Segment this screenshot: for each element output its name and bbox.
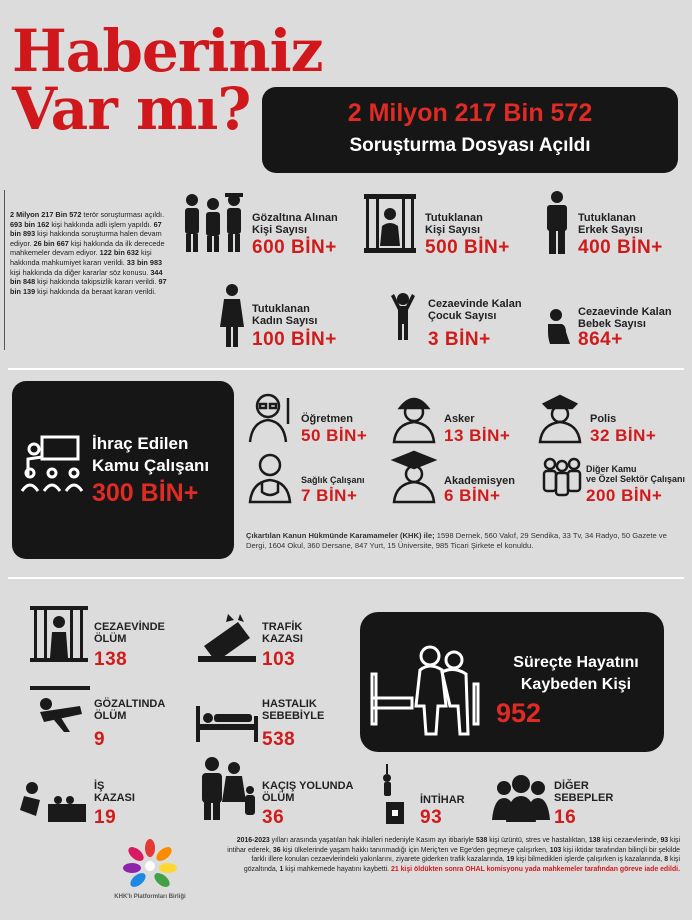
headline-box-subtitle: Soruşturma Dosyası Açıldı bbox=[349, 135, 591, 156]
stat-babies-value: 864+ bbox=[578, 329, 623, 350]
man-icon bbox=[544, 190, 570, 256]
prof-teacher-label: Öğretmen bbox=[301, 413, 353, 425]
teacher-icon bbox=[246, 390, 294, 444]
platform-logo bbox=[118, 838, 182, 894]
prof-other-value: 200 BİN+ bbox=[586, 486, 663, 505]
death-work-value: 19 bbox=[94, 807, 117, 828]
summary-p7: kişi hakkında takipsizlik kararı verildi. bbox=[35, 277, 159, 287]
stat-men-value: 400 BİN+ bbox=[578, 237, 663, 258]
police-icon bbox=[536, 390, 584, 444]
summary-p8-bold: 97 bin 139 bbox=[10, 277, 167, 296]
group-icon bbox=[492, 774, 550, 822]
section-divider-2 bbox=[8, 577, 684, 579]
summary-p6: kişi hakkında da diğer kararlar söz konusu. bbox=[10, 267, 151, 277]
khk-note-bold: Çıkartılan Kanun Hükmünde Karamameler (KHK) ile; bbox=[246, 531, 435, 540]
stat-detained-value: 600 BİN+ bbox=[252, 237, 337, 258]
death-work-label: İŞ KAZASI bbox=[94, 780, 135, 804]
prof-academic-value: 6 BİN+ bbox=[444, 486, 501, 505]
summary-p2-bold: 693 bin 162 bbox=[10, 219, 50, 229]
death-other-label: DİĞER SEBEPLER bbox=[554, 780, 614, 804]
child-icon bbox=[388, 292, 418, 342]
headline-line2: Var mı? bbox=[12, 75, 251, 143]
dismissed-box bbox=[12, 381, 234, 559]
death-fleeing-label: KAÇIŞ YOLUNDA ÖLÜM bbox=[262, 780, 354, 804]
summary-p8: kişi hakkında da beraat kararı verildi. bbox=[35, 286, 157, 296]
death-custody-value: 9 bbox=[94, 729, 106, 750]
doctor-icon bbox=[246, 450, 294, 504]
hospital-bed-icon bbox=[196, 700, 258, 742]
summary-p5: kişi hakkında mahkumiyet kararı verildi. bbox=[10, 248, 152, 267]
death-prison-label: CEZAEVİNDE ÖLÜM bbox=[94, 621, 165, 645]
grieving-couple-icon bbox=[370, 640, 480, 736]
classroom-icon bbox=[20, 433, 84, 493]
family-icon bbox=[198, 756, 258, 822]
summary-p6-bold: 33 bin 983 bbox=[126, 257, 163, 267]
summary-p1: terör soruşturması açıldı. bbox=[81, 210, 165, 219]
summary-p2: kişi hakkında adli işlem yapıldı. bbox=[49, 219, 154, 229]
platform-logo-text: KHK'lı Platformları Birliği bbox=[114, 894, 186, 900]
prof-academic-label: Akademisyen bbox=[444, 475, 515, 487]
footer-paragraph: 2016-2023 yılları arasında yaşatılan hak ihlalleri nedeniyle Kasım ayı itibariyle 538 kişi üzüntü, stres ve hastalıktan, 138 kişi cezaevlerinde, 93 kişi intihar ederek, 36 kişi ülkelerinde yaşam hakkı tanınmadığı için Meriç'ten ve Ege'den geçmeye çalışırken, 103 kişi iktidar tarafından bilinçli bir şekilde farklı illere konulan cezaevlerindeki yakınlarını, ziyarete giderken trafik kazalarında, 19 kişi bilmedikleri işlerde çalışırken iş kazalarında, 8 kişi gözaltında, 1 kişi mahkemede hayatını kaybetti. 21 kişi öldükten sonra OHAL komisyonu yada mahkemeler tarafından göreve iade edildi. bbox=[227, 837, 680, 873]
death-fleeing-value: 36 bbox=[262, 807, 285, 828]
stat-women-value: 100 BİN+ bbox=[252, 329, 337, 350]
death-illness-value: 538 bbox=[262, 729, 296, 750]
death-prison-value: 138 bbox=[94, 649, 128, 670]
khk-note bbox=[246, 531, 676, 551]
prof-soldier-value: 13 BİN+ bbox=[444, 426, 511, 445]
soldier-icon bbox=[390, 390, 438, 444]
prof-soldier-label: Asker bbox=[444, 413, 475, 425]
summary-p7-bold: 344 bin 848 bbox=[10, 267, 163, 287]
workers-group-icon bbox=[538, 456, 586, 504]
section-divider-1 bbox=[8, 368, 684, 370]
headline-line1: Haberiniz bbox=[12, 17, 323, 85]
stat-men-label: Tutuklanan Erkek Sayısı bbox=[578, 212, 643, 236]
lost-lives-value: 952 bbox=[496, 698, 542, 728]
headline-box bbox=[262, 87, 678, 173]
summary-p5-bold: 122 bin 632 bbox=[99, 248, 139, 258]
death-traffic-value: 103 bbox=[262, 649, 296, 670]
work-accident-icon bbox=[18, 780, 88, 824]
stat-children-label: Cezaevinde Kalan Çocuk Sayısı bbox=[428, 298, 522, 322]
headline-box-number: 2 Milyon 217 Bin 572 bbox=[347, 99, 593, 127]
dismissed-value: 300 BİN+ bbox=[92, 479, 199, 507]
summary-p4: kişi hakkında da ilk derecede mahkemeler devam ediyor. bbox=[10, 238, 165, 258]
death-suicide-value: 93 bbox=[420, 807, 443, 828]
death-other-value: 16 bbox=[554, 807, 577, 828]
footer-red-note: 21 kişi öldükten sonra OHAL komisyonu yada mahkemeler tarafından göreve iade edildi. bbox=[391, 865, 680, 873]
suicide-icon bbox=[382, 764, 408, 826]
stat-babies-label: Cezaevinde Kalan Bebek Sayısı bbox=[578, 306, 672, 330]
woman-icon bbox=[218, 283, 246, 349]
prison-bars-icon bbox=[362, 190, 418, 256]
death-suicide-label: İNTİHAR bbox=[420, 794, 465, 806]
death-illness-label: HASTALIK SEBEBİYLE bbox=[262, 698, 325, 722]
stat-women-label: Tutuklanan Kadın Sayısı bbox=[252, 303, 318, 327]
custody-death-icon bbox=[30, 686, 90, 734]
prof-police-value: 32 BİN+ bbox=[590, 426, 657, 445]
khk-note-text: 1598 Dernek, 560 Vakıf, 29 Sendika, 33 Tv, 34 Radyo, 50 Gazete ve Dergi, 1604 Okul, 360 Dersane, 847 Yurt, 15 Üniversite, 985 Ticari Şirkete el konuldu. bbox=[246, 531, 667, 550]
prof-health-value: 7 BİN+ bbox=[301, 486, 358, 505]
prof-other-label: Diğer Kamu ve Özel Sektör Çalışanı bbox=[586, 464, 686, 484]
stat-arrested-value: 500 BİN+ bbox=[425, 237, 510, 258]
summary-p1-bold: 2 Milyon 217 Bin 572 bbox=[10, 210, 82, 219]
death-traffic-label: TRAFİK KAZASI bbox=[262, 621, 303, 645]
academic-icon bbox=[390, 450, 438, 504]
car-crash-icon bbox=[198, 612, 258, 664]
stat-detained-label: Gözaltına Alınan Kişi Sayısı bbox=[252, 212, 338, 236]
summary-rule bbox=[4, 190, 5, 350]
prof-police-label: Polis bbox=[590, 413, 617, 425]
prison-death-icon bbox=[30, 606, 88, 662]
prof-health-label: Sağlık Çalışanı bbox=[301, 475, 365, 485]
lost-lives-box bbox=[360, 612, 664, 752]
summary-p4-bold: 26 bin 667 bbox=[33, 238, 69, 248]
summary-paragraph bbox=[10, 210, 172, 296]
prof-teacher-value: 50 BİN+ bbox=[301, 426, 368, 445]
summary-p3: kişi hakkında soruşturma halen devam ediyor. bbox=[10, 229, 162, 248]
summary-p3-bold: 67 bin 893 bbox=[10, 219, 162, 239]
baby-icon bbox=[546, 308, 572, 348]
stat-children-value: 3 BİN+ bbox=[428, 329, 491, 350]
dismissed-title: İhraç Edilen Kamu Çalışanı bbox=[92, 434, 210, 475]
stat-arrested-label: Tutuklanan Kişi Sayısı bbox=[425, 212, 483, 236]
detained-people-icon bbox=[180, 190, 246, 256]
lost-lives-title: Süreçte Hayatını Kaybeden Kişi bbox=[513, 654, 639, 693]
death-custody-label: GÖZALTINDA ÖLÜM bbox=[94, 698, 166, 722]
